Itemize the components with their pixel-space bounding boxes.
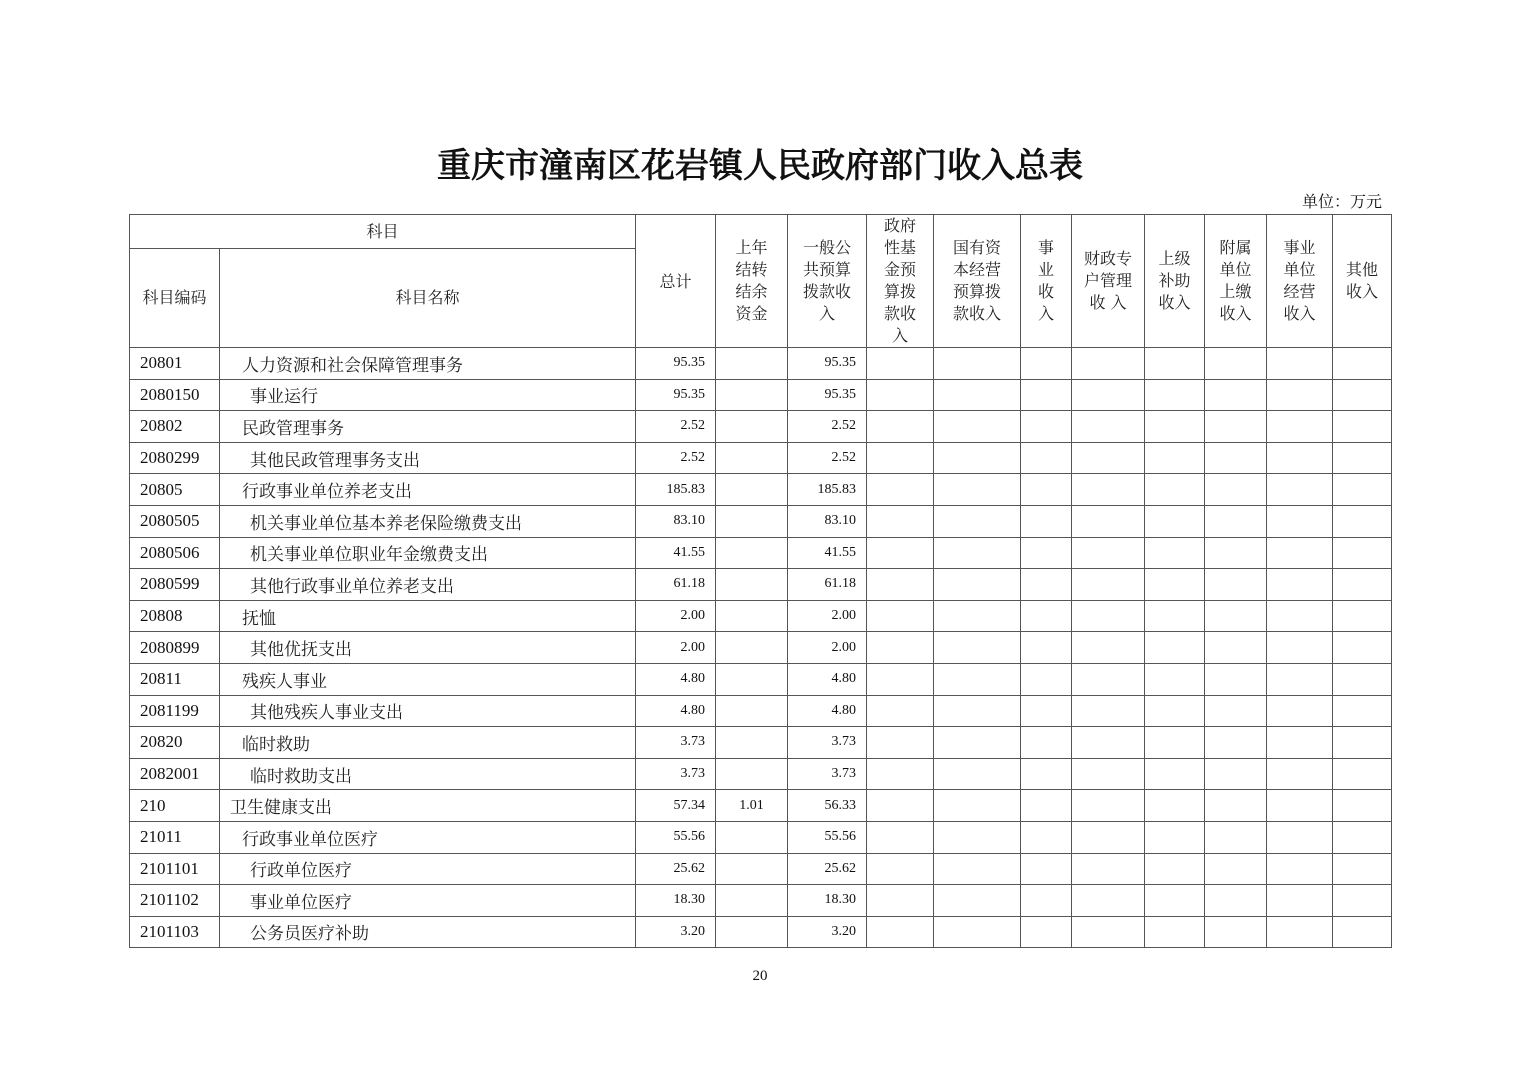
cell-fiscal-special-account <box>1072 632 1145 664</box>
cell-other-income <box>1333 474 1392 506</box>
page-title: 重庆市潼南区花岩镇人民政府部门收入总表 <box>437 146 1083 186</box>
cell-gov-fund-budget <box>867 505 934 537</box>
cell-business-income <box>1021 411 1072 443</box>
cell-subject-code: 2101103 <box>130 916 220 948</box>
cell-other-income <box>1333 821 1392 853</box>
cell-prior-year-carryover <box>716 348 788 380</box>
table-row <box>130 758 1392 790</box>
cell-gov-fund-budget <box>867 695 934 727</box>
cell-general-public-budget: 3.20 <box>788 916 867 948</box>
cell-business-income <box>1021 600 1072 632</box>
cell-total: 25.62 <box>636 853 716 885</box>
cell-gov-fund-budget <box>867 758 934 790</box>
header-prior-year-carryover: 上年结转结余资金 <box>716 215 788 348</box>
cell-superior-subsidy <box>1145 663 1205 695</box>
cell-general-public-budget: 2.52 <box>788 442 867 474</box>
cell-general-public-budget: 18.30 <box>788 885 867 917</box>
cell-fiscal-special-account <box>1072 916 1145 948</box>
cell-total: 2.00 <box>636 632 716 664</box>
cell-subject-code: 2080150 <box>130 379 220 411</box>
header-gov-fund-budget: 政府性基金预算拨款收入 <box>867 215 934 348</box>
cell-fiscal-special-account <box>1072 663 1145 695</box>
cell-subject-name: 其他民政管理事务支出 <box>220 442 636 474</box>
cell-affiliated-unit-payment <box>1205 600 1267 632</box>
table-row <box>130 853 1392 885</box>
header-fiscal-special-account: 财政专户管理收 入 <box>1072 215 1145 348</box>
cell-gov-fund-budget <box>867 821 934 853</box>
cell-business-income <box>1021 916 1072 948</box>
cell-prior-year-carryover <box>716 727 788 759</box>
header-business-income: 事业收入 <box>1021 215 1072 348</box>
cell-subject-code: 20808 <box>130 600 220 632</box>
cell-affiliated-unit-payment <box>1205 821 1267 853</box>
cell-subject-name: 其他优抚支出 <box>220 632 636 664</box>
cell-affiliated-unit-payment <box>1205 695 1267 727</box>
cell-affiliated-unit-payment <box>1205 916 1267 948</box>
cell-business-income <box>1021 727 1072 759</box>
cell-subject-code: 2082001 <box>130 758 220 790</box>
cell-gov-fund-budget <box>867 916 934 948</box>
cell-fiscal-special-account <box>1072 505 1145 537</box>
cell-general-public-budget: 4.80 <box>788 695 867 727</box>
cell-affiliated-unit-payment <box>1205 885 1267 917</box>
cell-other-income <box>1333 695 1392 727</box>
cell-business-unit-operation <box>1267 348 1333 380</box>
cell-other-income <box>1333 505 1392 537</box>
cell-affiliated-unit-payment <box>1205 790 1267 822</box>
cell-business-unit-operation <box>1267 474 1333 506</box>
cell-gov-fund-budget <box>867 885 934 917</box>
cell-business-unit-operation <box>1267 885 1333 917</box>
table-row <box>130 379 1392 411</box>
cell-prior-year-carryover <box>716 442 788 474</box>
cell-business-unit-operation <box>1267 442 1333 474</box>
cell-prior-year-carryover <box>716 474 788 506</box>
cell-prior-year-carryover <box>716 853 788 885</box>
cell-other-income <box>1333 790 1392 822</box>
table-row <box>130 695 1392 727</box>
header-total: 总计 <box>636 215 716 348</box>
cell-total: 185.83 <box>636 474 716 506</box>
cell-affiliated-unit-payment <box>1205 727 1267 759</box>
cell-state-capital-budget <box>934 537 1021 569</box>
cell-gov-fund-budget <box>867 632 934 664</box>
cell-state-capital-budget <box>934 885 1021 917</box>
cell-affiliated-unit-payment <box>1205 632 1267 664</box>
cell-superior-subsidy <box>1145 727 1205 759</box>
cell-other-income <box>1333 916 1392 948</box>
table-row <box>130 600 1392 632</box>
cell-subject-name: 行政事业单位医疗 <box>220 821 636 853</box>
cell-business-income <box>1021 474 1072 506</box>
cell-affiliated-unit-payment <box>1205 474 1267 506</box>
cell-subject-code: 2080899 <box>130 632 220 664</box>
header-superior-subsidy: 上级补助收入 <box>1145 215 1205 348</box>
cell-general-public-budget: 3.73 <box>788 727 867 759</box>
cell-business-unit-operation <box>1267 569 1333 601</box>
cell-other-income <box>1333 442 1392 474</box>
cell-superior-subsidy <box>1145 569 1205 601</box>
cell-superior-subsidy <box>1145 348 1205 380</box>
header-other-income: 其他收入 <box>1333 215 1392 348</box>
cell-general-public-budget: 2.52 <box>788 411 867 443</box>
cell-superior-subsidy <box>1145 442 1205 474</box>
header-affiliated-unit-payment: 附属单位上缴收入 <box>1205 215 1267 348</box>
cell-subject-name: 临时救助 <box>220 727 636 759</box>
cell-prior-year-carryover <box>716 821 788 853</box>
cell-total: 2.52 <box>636 442 716 474</box>
cell-business-unit-operation <box>1267 632 1333 664</box>
cell-fiscal-special-account <box>1072 600 1145 632</box>
cell-business-unit-operation <box>1267 821 1333 853</box>
cell-state-capital-budget <box>934 727 1021 759</box>
cell-fiscal-special-account <box>1072 885 1145 917</box>
income-summary-table <box>129 214 1392 948</box>
cell-subject-code: 20805 <box>130 474 220 506</box>
header-subject-name: 科目名称 <box>220 248 636 347</box>
cell-business-income <box>1021 569 1072 601</box>
cell-other-income <box>1333 348 1392 380</box>
cell-fiscal-special-account <box>1072 853 1145 885</box>
cell-prior-year-carryover <box>716 379 788 411</box>
cell-superior-subsidy <box>1145 632 1205 664</box>
cell-gov-fund-budget <box>867 474 934 506</box>
table-row <box>130 632 1392 664</box>
cell-state-capital-budget <box>934 600 1021 632</box>
cell-business-income <box>1021 663 1072 695</box>
cell-fiscal-special-account <box>1072 474 1145 506</box>
cell-subject-name: 残疾人事业 <box>220 663 636 695</box>
cell-affiliated-unit-payment <box>1205 663 1267 695</box>
cell-gov-fund-budget <box>867 379 934 411</box>
table-body <box>130 348 1392 948</box>
cell-total: 2.52 <box>636 411 716 443</box>
cell-superior-subsidy <box>1145 885 1205 917</box>
cell-subject-code: 20820 <box>130 727 220 759</box>
cell-total: 3.20 <box>636 916 716 948</box>
cell-total: 3.73 <box>636 727 716 759</box>
cell-subject-code: 2101102 <box>130 885 220 917</box>
cell-affiliated-unit-payment <box>1205 505 1267 537</box>
unit-label: 单位：万元 <box>1301 192 1382 211</box>
cell-prior-year-carryover <box>716 569 788 601</box>
cell-fiscal-special-account <box>1072 348 1145 380</box>
cell-other-income <box>1333 600 1392 632</box>
cell-state-capital-budget <box>934 663 1021 695</box>
cell-total: 95.35 <box>636 348 716 380</box>
cell-subject-code: 2081199 <box>130 695 220 727</box>
cell-state-capital-budget <box>934 348 1021 380</box>
cell-superior-subsidy <box>1145 379 1205 411</box>
cell-other-income <box>1333 537 1392 569</box>
cell-prior-year-carryover <box>716 632 788 664</box>
cell-general-public-budget: 61.18 <box>788 569 867 601</box>
cell-business-income <box>1021 821 1072 853</box>
cell-general-public-budget: 25.62 <box>788 853 867 885</box>
cell-affiliated-unit-payment <box>1205 758 1267 790</box>
cell-business-unit-operation <box>1267 600 1333 632</box>
cell-affiliated-unit-payment <box>1205 411 1267 443</box>
cell-general-public-budget: 41.55 <box>788 537 867 569</box>
cell-superior-subsidy <box>1145 537 1205 569</box>
cell-state-capital-budget <box>934 505 1021 537</box>
cell-general-public-budget: 95.35 <box>788 348 867 380</box>
cell-business-unit-operation <box>1267 790 1333 822</box>
cell-gov-fund-budget <box>867 727 934 759</box>
cell-affiliated-unit-payment <box>1205 569 1267 601</box>
cell-superior-subsidy <box>1145 916 1205 948</box>
cell-subject-name: 机关事业单位基本养老保险缴费支出 <box>220 505 636 537</box>
cell-gov-fund-budget <box>867 537 934 569</box>
cell-total: 41.55 <box>636 537 716 569</box>
cell-business-income <box>1021 505 1072 537</box>
cell-state-capital-budget <box>934 474 1021 506</box>
cell-business-income <box>1021 537 1072 569</box>
cell-other-income <box>1333 885 1392 917</box>
cell-subject-name: 抚恤 <box>220 600 636 632</box>
cell-business-income <box>1021 853 1072 885</box>
cell-subject-code: 2101101 <box>130 853 220 885</box>
cell-subject-name: 其他残疾人事业支出 <box>220 695 636 727</box>
cell-fiscal-special-account <box>1072 727 1145 759</box>
cell-general-public-budget: 56.33 <box>788 790 867 822</box>
cell-business-income <box>1021 348 1072 380</box>
cell-business-income <box>1021 885 1072 917</box>
cell-total: 2.00 <box>636 600 716 632</box>
cell-other-income <box>1333 632 1392 664</box>
cell-fiscal-special-account <box>1072 411 1145 443</box>
cell-fiscal-special-account <box>1072 442 1145 474</box>
cell-fiscal-special-account <box>1072 379 1145 411</box>
table-row <box>130 442 1392 474</box>
cell-subject-name: 其他行政事业单位养老支出 <box>220 569 636 601</box>
cell-business-unit-operation <box>1267 853 1333 885</box>
cell-other-income <box>1333 758 1392 790</box>
cell-superior-subsidy <box>1145 411 1205 443</box>
cell-gov-fund-budget <box>867 348 934 380</box>
cell-business-income <box>1021 790 1072 822</box>
cell-business-unit-operation <box>1267 916 1333 948</box>
cell-prior-year-carryover <box>716 505 788 537</box>
cell-gov-fund-budget <box>867 790 934 822</box>
cell-state-capital-budget <box>934 916 1021 948</box>
header-business-unit-operation: 事业单位经营收入 <box>1267 215 1333 348</box>
cell-business-unit-operation <box>1267 379 1333 411</box>
cell-subject-code: 20801 <box>130 348 220 380</box>
cell-gov-fund-budget <box>867 600 934 632</box>
cell-subject-code: 210 <box>130 790 220 822</box>
cell-subject-code: 2080599 <box>130 569 220 601</box>
cell-other-income <box>1333 853 1392 885</box>
cell-business-unit-operation <box>1267 505 1333 537</box>
cell-subject-name: 民政管理事务 <box>220 411 636 443</box>
cell-general-public-budget: 4.80 <box>788 663 867 695</box>
cell-affiliated-unit-payment <box>1205 537 1267 569</box>
cell-state-capital-budget <box>934 442 1021 474</box>
cell-fiscal-special-account <box>1072 790 1145 822</box>
cell-fiscal-special-account <box>1072 695 1145 727</box>
cell-prior-year-carryover <box>716 600 788 632</box>
cell-prior-year-carryover: 1.01 <box>716 790 788 822</box>
cell-gov-fund-budget <box>867 663 934 695</box>
table-row <box>130 505 1392 537</box>
cell-state-capital-budget <box>934 853 1021 885</box>
table-row <box>130 727 1392 759</box>
cell-subject-code: 20811 <box>130 663 220 695</box>
cell-other-income <box>1333 379 1392 411</box>
cell-business-income <box>1021 695 1072 727</box>
table-row <box>130 790 1392 822</box>
table-row <box>130 916 1392 948</box>
cell-state-capital-budget <box>934 632 1021 664</box>
cell-business-unit-operation <box>1267 411 1333 443</box>
cell-total: 55.56 <box>636 821 716 853</box>
header-subject-group: 科目 <box>130 215 636 249</box>
cell-subject-name: 公务员医疗补助 <box>220 916 636 948</box>
cell-subject-code: 20802 <box>130 411 220 443</box>
page-number: 20 <box>752 968 768 984</box>
cell-subject-code: 2080505 <box>130 505 220 537</box>
cell-prior-year-carryover <box>716 758 788 790</box>
cell-fiscal-special-account <box>1072 758 1145 790</box>
cell-total: 3.73 <box>636 758 716 790</box>
cell-gov-fund-budget <box>867 411 934 443</box>
table-row <box>130 411 1392 443</box>
cell-state-capital-budget <box>934 695 1021 727</box>
cell-superior-subsidy <box>1145 758 1205 790</box>
cell-state-capital-budget <box>934 569 1021 601</box>
table-row <box>130 885 1392 917</box>
cell-subject-name: 卫生健康支出 <box>220 790 636 822</box>
cell-total: 57.34 <box>636 790 716 822</box>
cell-state-capital-budget <box>934 758 1021 790</box>
cell-prior-year-carryover <box>716 916 788 948</box>
table-row <box>130 537 1392 569</box>
cell-fiscal-special-account <box>1072 569 1145 601</box>
cell-business-unit-operation <box>1267 695 1333 727</box>
cell-affiliated-unit-payment <box>1205 379 1267 411</box>
cell-superior-subsidy <box>1145 474 1205 506</box>
cell-state-capital-budget <box>934 790 1021 822</box>
cell-superior-subsidy <box>1145 790 1205 822</box>
cell-prior-year-carryover <box>716 537 788 569</box>
table-row <box>130 474 1392 506</box>
cell-subject-name: 事业单位医疗 <box>220 885 636 917</box>
cell-superior-subsidy <box>1145 600 1205 632</box>
cell-business-unit-operation <box>1267 537 1333 569</box>
cell-subject-name: 机关事业单位职业年金缴费支出 <box>220 537 636 569</box>
table-row <box>130 569 1392 601</box>
cell-total: 4.80 <box>636 663 716 695</box>
cell-general-public-budget: 55.56 <box>788 821 867 853</box>
cell-total: 83.10 <box>636 505 716 537</box>
cell-gov-fund-budget <box>867 853 934 885</box>
cell-total: 4.80 <box>636 695 716 727</box>
cell-general-public-budget: 95.35 <box>788 379 867 411</box>
cell-other-income <box>1333 569 1392 601</box>
cell-business-unit-operation <box>1267 758 1333 790</box>
cell-subject-name: 事业运行 <box>220 379 636 411</box>
cell-business-income <box>1021 758 1072 790</box>
cell-total: 18.30 <box>636 885 716 917</box>
cell-subject-code: 2080299 <box>130 442 220 474</box>
cell-general-public-budget: 185.83 <box>788 474 867 506</box>
cell-gov-fund-budget <box>867 442 934 474</box>
cell-prior-year-carryover <box>716 695 788 727</box>
cell-subject-code: 21011 <box>130 821 220 853</box>
cell-subject-name: 行政单位医疗 <box>220 853 636 885</box>
cell-affiliated-unit-payment <box>1205 853 1267 885</box>
cell-superior-subsidy <box>1145 695 1205 727</box>
cell-general-public-budget: 2.00 <box>788 632 867 664</box>
cell-subject-name: 人力资源和社会保障管理事务 <box>220 348 636 380</box>
cell-superior-subsidy <box>1145 505 1205 537</box>
cell-gov-fund-budget <box>867 569 934 601</box>
cell-superior-subsidy <box>1145 853 1205 885</box>
header-subject-code: 科目编码 <box>130 248 220 347</box>
cell-affiliated-unit-payment <box>1205 442 1267 474</box>
cell-prior-year-carryover <box>716 411 788 443</box>
cell-state-capital-budget <box>934 821 1021 853</box>
cell-subject-name: 临时救助支出 <box>220 758 636 790</box>
cell-business-unit-operation <box>1267 727 1333 759</box>
cell-subject-code: 2080506 <box>130 537 220 569</box>
cell-superior-subsidy <box>1145 821 1205 853</box>
cell-general-public-budget: 3.73 <box>788 758 867 790</box>
cell-total: 95.35 <box>636 379 716 411</box>
cell-business-income <box>1021 379 1072 411</box>
cell-state-capital-budget <box>934 379 1021 411</box>
cell-prior-year-carryover <box>716 663 788 695</box>
cell-other-income <box>1333 663 1392 695</box>
cell-other-income <box>1333 727 1392 759</box>
cell-business-unit-operation <box>1267 663 1333 695</box>
table-row <box>130 821 1392 853</box>
cell-state-capital-budget <box>934 411 1021 443</box>
table-row <box>130 663 1392 695</box>
cell-general-public-budget: 2.00 <box>788 600 867 632</box>
cell-subject-name: 行政事业单位养老支出 <box>220 474 636 506</box>
cell-business-income <box>1021 442 1072 474</box>
table-row <box>130 348 1392 380</box>
header-state-capital-budget: 国有资本经营预算拨款收入 <box>934 215 1021 348</box>
cell-affiliated-unit-payment <box>1205 348 1267 380</box>
cell-total: 61.18 <box>636 569 716 601</box>
cell-fiscal-special-account <box>1072 537 1145 569</box>
header-general-public-budget: 一般公共预算拨款收入 <box>788 215 867 348</box>
cell-business-income <box>1021 632 1072 664</box>
cell-general-public-budget: 83.10 <box>788 505 867 537</box>
cell-prior-year-carryover <box>716 885 788 917</box>
cell-fiscal-special-account <box>1072 821 1145 853</box>
cell-other-income <box>1333 411 1392 443</box>
